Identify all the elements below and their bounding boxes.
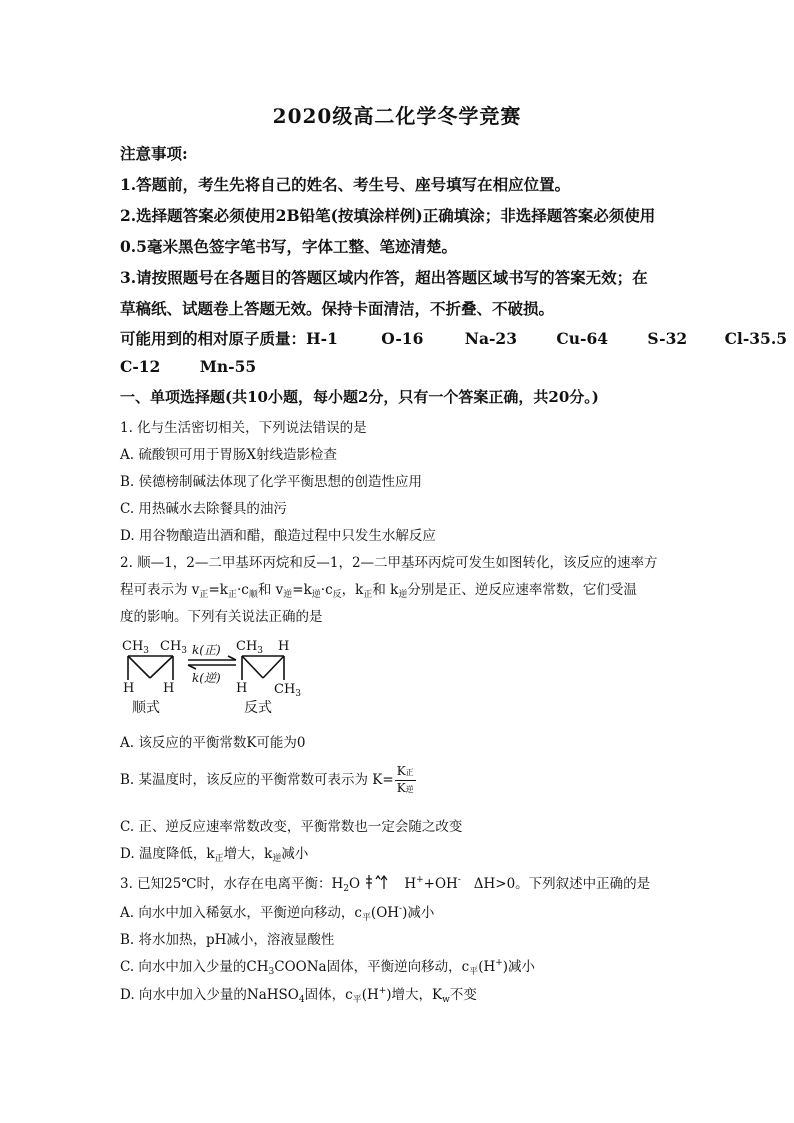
k-ratio-fraction: $\frac{\text{K正}}{\text{K逆}}$ bbox=[396, 764, 414, 795]
question-2-stem-line-1: 2. 顺—1，2—二甲基环丙烷和反—1，2—二甲基环丙烷可发生如图转化，该反应的速率方 bbox=[120, 555, 658, 571]
atomic-mass-item: C-12 bbox=[120, 357, 161, 376]
atomic-mass-item: Cl-35.5 bbox=[724, 329, 788, 348]
question-2-stem-line-3: 度的影响。下列有关说法正确的是 bbox=[120, 609, 323, 625]
trans-h-right: H bbox=[278, 639, 290, 654]
trans-ring-left bbox=[242, 656, 263, 678]
notice-item: 0.5毫米黑色签字笔书写，字体工整、笔迹清楚。 bbox=[120, 237, 457, 256]
page-title: 2020级高二化学冬学竞赛 bbox=[272, 104, 522, 128]
section-heading: 一、单项选择题(共10小题，每小题2分，只有一个答案正确，共20分。) bbox=[120, 388, 599, 406]
isomerization-figure bbox=[118, 632, 318, 720]
question-1-option-c: C. 用热碱水去除餐具的油污 bbox=[120, 501, 287, 517]
atomic-mass-item: Mn-55 bbox=[199, 357, 257, 376]
question-3-option-b: B. 将水加热，pH减小，溶液显酸性 bbox=[120, 932, 335, 948]
question-2-option-d: D. 温度降低，$k_正$增大，$k_逆$减小 bbox=[120, 846, 309, 864]
question-2-stem-line-2: 程可表示为 $v_正=k_正\cdot c_顺$和 $v_逆=k_逆\cdot c_反$，$k_正$和 $k_逆$分别是正、逆反应速率常数，它们受温 bbox=[120, 582, 637, 600]
question-3-option-c: C. 向水中加入少量的$CH_3COONa$固体，平衡逆向移动，$c_平(H^+)$减小 bbox=[120, 958, 536, 977]
notice-item: 1.答题前，考生先将自己的姓名、考生号、座号填写在相应位置。 bbox=[120, 175, 571, 194]
notice-item: 3.请按照题号在各题目的答题区域内作答，超出答题区域书写的答案无效；在 bbox=[120, 268, 648, 287]
k-reverse-label: k(逆) bbox=[192, 671, 221, 685]
question-1-stem: 1. 化与生活密切相关，下列说法错误的是 bbox=[120, 420, 367, 436]
cis-h-right: H bbox=[163, 681, 175, 696]
atomic-mass-item: S-32 bbox=[647, 329, 688, 348]
k-forward-label: k(正) bbox=[192, 643, 221, 657]
trans-ch3-right: $CH_3$ bbox=[274, 682, 302, 699]
question-1-option-d: D. 用谷物酿造出酒和醋，酿造过程中只发生水解反应 bbox=[120, 528, 436, 544]
question-2-option-b: B. 某温度时，该反应的平衡常数可表示为 K= $\frac{\text{K正}}{\text{K逆}}$ bbox=[120, 764, 414, 795]
atomic-mass-item: H-1 bbox=[306, 329, 338, 348]
atomic-mass-item: Na-23 bbox=[464, 329, 517, 348]
cis-h-left: H bbox=[123, 681, 135, 696]
question-1-option-b: B. 侯德榜制碱法体现了化学平衡思想的创造性应用 bbox=[120, 474, 423, 490]
question-2-option-a: A. 该反应的平衡常数K可能为0 bbox=[120, 735, 306, 751]
trans-ring-right bbox=[263, 656, 284, 678]
cis-ring-right bbox=[150, 656, 173, 678]
notice-item: 2.选择题答案必须使用2B铅笔(按填涂样例)正确填涂；非选择题答案必须使用 bbox=[120, 206, 656, 225]
question-3-option-a: A. 向水中加入稀氨水，平衡逆向移动，$c_平(OH^-)$减小 bbox=[120, 904, 435, 923]
atomic-mass-item: Cu-64 bbox=[556, 329, 609, 348]
atomic-mass-item: O-16 bbox=[381, 329, 424, 348]
cis-ch3-right: $CH_3$ bbox=[160, 639, 188, 656]
cis-label: 顺式 bbox=[132, 700, 160, 716]
trans-h-left: H bbox=[236, 681, 248, 696]
question-2-option-c: C. 正、逆反应速率常数改变，平衡常数也一定会随之改变 bbox=[120, 819, 463, 835]
notice-heading: 注意事项: bbox=[120, 144, 188, 163]
notice-item: 草稿纸、试题卷上答题无效。保持卡面清洁，不折叠、不破损。 bbox=[120, 299, 555, 318]
question-3-stem: 3. 已知25℃时，水存在电离平衡：$H_2O$ H++OH- ΔH>0。下列叙述中正确的是 bbox=[120, 875, 651, 894]
atomic-mass-line-2 bbox=[120, 357, 256, 376]
atomic-mass-label: 可能用到的相对原子质量： bbox=[120, 329, 307, 348]
question-3-option-d: D. 向水中加入少量的NaHSO$_4$固体，$c_平(H^+)$增大，$K_w$不变 bbox=[120, 986, 477, 1005]
trans-ch3-left: $CH_3$ bbox=[236, 639, 264, 656]
equilibrium-arrow-icon bbox=[362, 873, 398, 891]
cis-ring-left bbox=[128, 656, 150, 678]
question-1-option-a: A. 硫酸钡可用于胃肠X射线造影检查 bbox=[120, 447, 337, 463]
cis-ch3-left: $CH_3$ bbox=[122, 639, 150, 656]
atomic-mass-line bbox=[120, 327, 787, 349]
trans-label: 反式 bbox=[244, 700, 272, 716]
